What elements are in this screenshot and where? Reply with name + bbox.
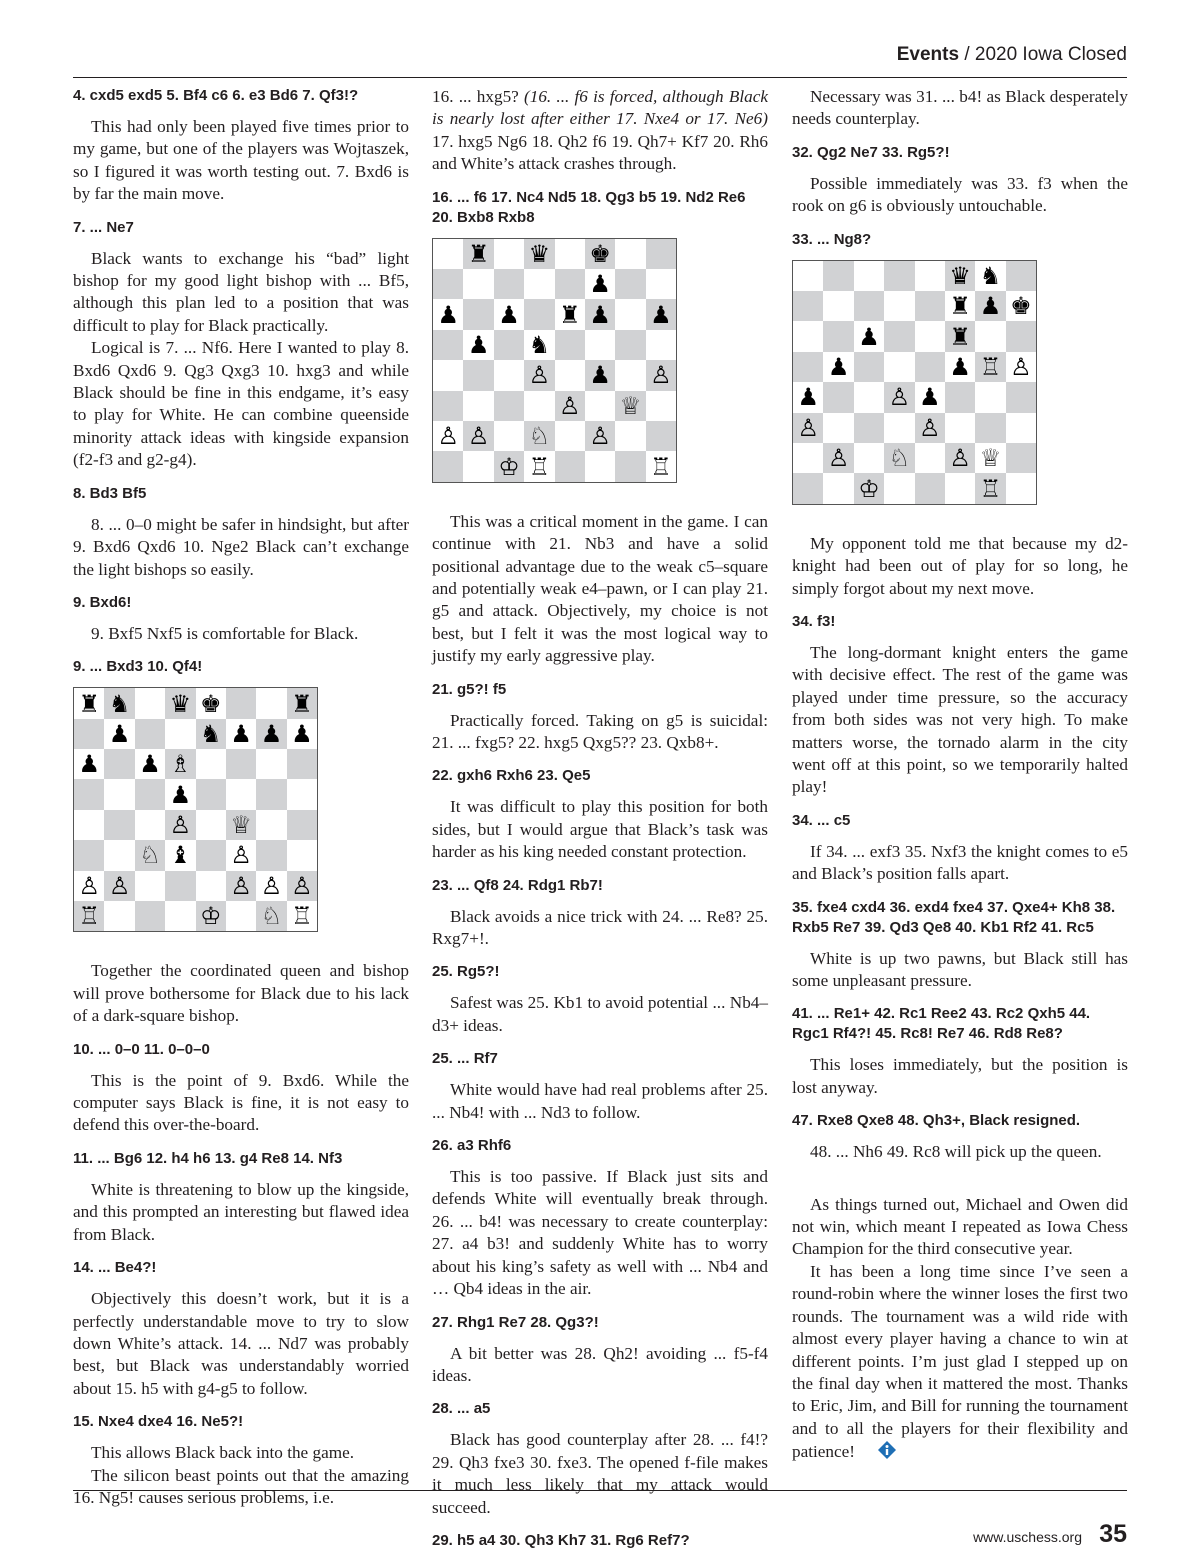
white-rook-icon: ♖ — [975, 352, 1005, 382]
move-heading: 11. ... Bg6 12. h4 h6 13. g4 Re8 14. Nf3 — [73, 1149, 343, 1167]
black-pawn-icon: ♟ — [646, 299, 676, 329]
black-pawn-icon: ♟ — [585, 360, 615, 390]
white-rook-icon: ♖ — [524, 451, 554, 481]
board-square — [226, 688, 256, 718]
black-queen-icon: ♛ — [165, 688, 195, 718]
white-pawn-icon: ♙ — [793, 413, 823, 443]
paragraph: Black avoids a nice trick with 24. ... Re8? 25. Rxg7+!. — [432, 906, 768, 949]
white-pawn-icon: ♙ — [823, 443, 853, 473]
paragraph: If 34. ... exf3 35. Nxf3 the knight comes to e5 and Black’s position falls apart. — [792, 841, 1128, 884]
move-heading: 26. a3 Rhf6 — [432, 1137, 512, 1155]
board-square — [494, 330, 524, 360]
white-pawn-icon: ♙ — [226, 871, 256, 901]
black-rook-icon: ♜ — [945, 321, 975, 351]
white-pawn-icon: ♙ — [256, 871, 286, 901]
chess-board-2 — [432, 238, 677, 483]
move-heading: 29. h5 a4 30. Qh3 Kh7 31. Rg6 Ref7? — [432, 1531, 690, 1549]
column-3 — [792, 86, 1128, 1467]
board-square — [585, 451, 615, 481]
move-heading: 22. gxh6 Rxh6 23. Qe5 — [432, 767, 591, 785]
closing-paragraph — [792, 1261, 1128, 1467]
board-square — [975, 413, 1005, 443]
white-queen-icon: ♕ — [975, 443, 1005, 473]
board-square — [135, 871, 165, 901]
board-square — [854, 291, 884, 321]
board-square — [793, 443, 823, 473]
move-heading: 47. Rxe8 Qxe8 48. Qh3+, Black resigned. — [792, 1112, 1081, 1130]
board-square — [287, 749, 317, 779]
paragraph: This is too passive. If Black just sits and defends White will eventually break through. 26. ... b4! was necessary to create counterplay: 27. a4 b3! and suddenly White has to worry about his king’s safety as well with ... Nb4 and … Qb4 ideas in the air. — [432, 1167, 768, 1299]
white-rook-icon: ♖ — [646, 451, 676, 481]
board-square — [793, 473, 823, 503]
board-square — [104, 779, 134, 809]
board-square — [226, 749, 256, 779]
black-knight-icon: ♞ — [104, 688, 134, 718]
board-square — [196, 810, 226, 840]
move-heading: 34. ... c5 — [792, 811, 851, 829]
column-2 — [432, 86, 768, 1561]
board-square — [494, 269, 524, 299]
board-square — [256, 749, 286, 779]
white-queen-icon: ♕ — [226, 810, 256, 840]
board-square — [884, 352, 914, 382]
board-square — [494, 239, 524, 269]
paragraph: This was a critical moment in the game. I can continue with 21. Nb3 and have a solid positional advantage due to the weak c5–square and potentially weak e4–pawn, or I can play 21. g5 and attack. Objectively, my choice is not best, but I felt it was the most logical way to justify my early aggressive play. — [432, 511, 768, 666]
board-square — [1006, 473, 1036, 503]
paragraph: The long-dormant knight enters the game with decisive effect. The rest of the game was played under time pressure, so the accuracy from both sides was not very high. To make matters worse, the tornado alarm in the city went off at this point, so we temporarily halted play! — [792, 642, 1128, 797]
info-diamond-icon — [859, 1440, 897, 1466]
board-square — [256, 840, 286, 870]
board-square — [555, 360, 585, 390]
black-pawn-icon: ♟ — [793, 382, 823, 412]
black-king-icon: ♚ — [1006, 291, 1036, 321]
board-square — [463, 269, 493, 299]
board-square — [884, 413, 914, 443]
board-square — [555, 239, 585, 269]
variation-text: 16. ... hxg5? — [432, 87, 524, 106]
white-pawn-icon: ♙ — [463, 421, 493, 451]
board-square — [884, 473, 914, 503]
board-square — [74, 779, 104, 809]
paragraph: White would have had real problems after 25. ... Nb4! with ... Nd3 to follow. — [432, 1080, 768, 1122]
white-bishop-icon: ♗ — [165, 749, 195, 779]
move-heading: 16. ... f6 17. Nc4 Nd5 18. Qg3 b5 19. Nd2 Re6 20. Bxb8 Rxb8 — [432, 188, 746, 226]
white-pawn-icon: ♙ — [165, 810, 195, 840]
paragraph: 48. ... Nh6 49. Rc8 will pick up the queen. — [810, 1142, 1102, 1162]
board-square — [287, 840, 317, 870]
board-square — [494, 421, 524, 451]
board-square — [915, 443, 945, 473]
move-heading: 8. Bd3 Bf5 — [73, 484, 147, 502]
black-pawn-icon: ♟ — [226, 719, 256, 749]
black-pawn-icon: ♟ — [823, 352, 853, 382]
board-square — [615, 421, 645, 451]
board-square — [524, 299, 554, 329]
white-king-icon: ♔ — [494, 451, 524, 481]
board-square — [975, 321, 1005, 351]
black-pawn-icon: ♟ — [975, 291, 1005, 321]
board-square — [945, 382, 975, 412]
board-square — [104, 901, 134, 931]
closing-text: It has been a long time since I’ve seen a round-robin where the winner loses the first two rounds. The tournament was a wild ride with almost every player having a chance to win at different points. I’m just glad I stepped up on the final day when it mattered the most. Thanks to Eric, Jim, and Bill for running the tournament and to all the players for their flexibility and patience! — [792, 1261, 1128, 1462]
board-square — [135, 810, 165, 840]
board-square — [287, 810, 317, 840]
black-pawn-icon: ♟ — [287, 719, 317, 749]
board-square — [104, 840, 134, 870]
paragraph — [432, 86, 768, 176]
white-pawn-icon: ♙ — [287, 871, 317, 901]
board-square — [165, 871, 195, 901]
board-square — [646, 391, 676, 421]
board-square — [433, 239, 463, 269]
board-square — [646, 239, 676, 269]
board-square — [555, 330, 585, 360]
board-square — [854, 261, 884, 291]
footer-url: www.uschess.org — [973, 1529, 1082, 1545]
board-square — [793, 291, 823, 321]
black-pawn-icon: ♟ — [494, 299, 524, 329]
move-heading: 27. Rhg1 Re7 28. Qg3?! — [432, 1313, 599, 1331]
board-square — [196, 871, 226, 901]
black-rook-icon: ♜ — [74, 688, 104, 718]
white-rook-icon: ♖ — [74, 901, 104, 931]
board-square — [196, 779, 226, 809]
paragraph: 8. ... 0–0 might be safer in hindsight, but after 9. Bxd6 Qxd6 10. Nge2 Black can’t exchange the light bishops so easily. — [73, 514, 409, 579]
black-queen-icon: ♛ — [524, 239, 554, 269]
paragraph: White is threatening to blow up the kingside, and this prompted an interesting but flawed idea from Black. — [73, 1179, 409, 1244]
paragraph: White is up two pawns, but Black still has some unpleasant pressure. — [792, 948, 1128, 991]
board-square — [74, 719, 104, 749]
board-square — [463, 360, 493, 390]
board-square — [615, 239, 645, 269]
white-pawn-icon: ♙ — [884, 382, 914, 412]
paragraph: Black has good counterplay after 28. ... f4!? 29. Qh3 fxe3 30. fxe3. The opened f-file makes it much less likely that my attack would succeed. — [432, 1430, 768, 1517]
white-king-icon: ♔ — [854, 473, 884, 503]
paragraph: As things turned out, Michael and Owen did not win, which meant I repeated as Iowa Chess Champion for the third consecutive year. — [792, 1194, 1128, 1259]
move-heading: 23. ... Qf8 24. Rdg1 Rb7! — [432, 876, 603, 894]
move-heading: 9. Bxd6! — [73, 593, 132, 611]
board-square — [823, 321, 853, 351]
paragraph: Black wants to exchange his “bad” light bishop for my good light bishop with ... Bf5, although this plan led to a position that was difficult to play for Black practically. — [73, 248, 409, 335]
board-square — [226, 901, 256, 931]
black-pawn-icon: ♟ — [104, 719, 134, 749]
paragraph: It was difficult to play this position for both sides, but I would argue that Black’s task was harder as his king needed constant protection. — [432, 797, 768, 862]
board-square — [945, 473, 975, 503]
move-heading: 32. Qg2 Ne7 33. Rg5?! — [792, 143, 950, 161]
black-pawn-icon: ♟ — [585, 299, 615, 329]
board-square — [74, 810, 104, 840]
board-square — [915, 321, 945, 351]
board-square — [823, 382, 853, 412]
white-rook-icon: ♖ — [287, 901, 317, 931]
board-square — [463, 391, 493, 421]
paragraph: This allows Black back into the game. — [91, 1443, 354, 1463]
white-knight-icon: ♘ — [256, 901, 286, 931]
white-knight-icon: ♘ — [135, 840, 165, 870]
board-square — [915, 473, 945, 503]
paragraph: Safest was 25. Kb1 to avoid potential ... Nb4–d3+ ideas. — [432, 993, 768, 1035]
header-section: Events — [896, 44, 960, 65]
move-heading: 14. ... Be4?! — [73, 1259, 157, 1277]
board-square — [433, 269, 463, 299]
move-heading: 10. ... 0–0 11. 0–0–0 — [73, 1040, 210, 1058]
bottom-rule — [73, 1490, 1127, 1491]
board-square — [135, 901, 165, 931]
board-square — [854, 413, 884, 443]
move-heading: 21. g5?! f5 — [432, 680, 507, 698]
white-knight-icon: ♘ — [524, 421, 554, 451]
black-pawn-icon: ♟ — [945, 352, 975, 382]
board-square — [196, 749, 226, 779]
board-square — [104, 749, 134, 779]
move-heading: 4. cxd5 exd5 5. Bf4 c6 6. e3 Bd6 7. Qf3!? — [73, 87, 359, 104]
move-heading: 25. ... Rf7 — [432, 1050, 498, 1068]
move-heading: 33. ... Ng8? — [792, 230, 872, 248]
column-1 — [73, 86, 409, 1509]
black-pawn-icon: ♟ — [256, 719, 286, 749]
board-square — [823, 473, 853, 503]
variation-text: 17. hxg5 Ng6 18. Qh2 f6 19. Qh7+ Kf7 20. Rh6 and White’s attack crashes through. — [432, 131, 768, 174]
black-pawn-icon: ♟ — [463, 330, 493, 360]
board-square — [1006, 413, 1036, 443]
board-square — [884, 261, 914, 291]
black-rook-icon: ♜ — [463, 239, 493, 269]
board-square — [615, 269, 645, 299]
white-rook-icon: ♖ — [975, 473, 1005, 503]
board-square — [646, 330, 676, 360]
white-pawn-icon: ♙ — [1006, 352, 1036, 382]
board-square — [615, 330, 645, 360]
paragraph: My opponent told me that because my d2-knight had been out of play for so long, he simply forgot about my next move. — [792, 533, 1128, 598]
board-square — [165, 719, 195, 749]
white-pawn-icon: ♙ — [555, 391, 585, 421]
board-square — [854, 352, 884, 382]
paragraph: Together the coordinated queen and bishop will prove bothersome for Black due to his lack of a dark-square bishop. — [73, 961, 409, 1026]
variation-note: (16. ... f6 is forced, although Black is nearly lost after either 17. Nxe4 or 17. Ne6) — [432, 87, 768, 129]
board-square — [226, 779, 256, 809]
board-square — [494, 391, 524, 421]
black-knight-icon: ♞ — [975, 261, 1005, 291]
black-rook-icon: ♜ — [555, 299, 585, 329]
white-pawn-icon: ♙ — [646, 360, 676, 390]
board-square — [524, 391, 554, 421]
board-square — [494, 360, 524, 390]
board-square — [555, 421, 585, 451]
white-pawn-icon: ♙ — [524, 360, 554, 390]
board-square — [1006, 321, 1036, 351]
paragraph: This had only been played five times prior to my game, but one of the players was Wojtaszek, so I figured it was worth testing out. 7. Bxd6 is by far the main move. — [73, 117, 409, 204]
board-square — [555, 451, 585, 481]
board-square — [256, 688, 286, 718]
board-square — [165, 901, 195, 931]
paragraph: Objectively this doesn’t work, but it is a perfectly understandable move to try to slow down White’s attack. 14. ... Nd7 was probably best, but Black was understandably worried about 15. h5 with g4-g5 to follow. — [73, 1289, 409, 1398]
paragraph: The silicon beast points out that the amazing 16. Ng5! causes serious problems, i.e. — [73, 1465, 409, 1507]
board-square — [615, 299, 645, 329]
board-square — [74, 840, 104, 870]
white-pawn-icon: ♙ — [433, 421, 463, 451]
board-square — [854, 443, 884, 473]
paragraph: Possible immediately was 33. f3 when the rook on g6 is obviously untouchable. — [792, 173, 1128, 216]
black-pawn-icon: ♟ — [165, 779, 195, 809]
board-square — [945, 413, 975, 443]
board-square — [823, 291, 853, 321]
board-square — [463, 299, 493, 329]
board-square — [615, 451, 645, 481]
white-knight-icon: ♘ — [884, 443, 914, 473]
board-square — [287, 779, 317, 809]
black-pawn-icon: ♟ — [433, 299, 463, 329]
black-bishop-icon: ♝ — [165, 840, 195, 870]
board-square — [135, 779, 165, 809]
white-queen-icon: ♕ — [615, 391, 645, 421]
move-heading: 25. Rg5?! — [432, 963, 500, 981]
paragraph: 9. Bxf5 Nxf5 is comfortable for Black. — [91, 623, 359, 643]
move-heading: 28. ... a5 — [432, 1400, 491, 1418]
paragraph: This loses immediately, but the position is lost anyway. — [792, 1055, 1128, 1097]
header-title: 2020 Iowa Closed — [974, 44, 1127, 65]
board-square — [433, 391, 463, 421]
board-square — [793, 321, 823, 351]
board-square — [1006, 382, 1036, 412]
board-square — [433, 360, 463, 390]
board-square — [823, 261, 853, 291]
white-pawn-icon: ♙ — [945, 443, 975, 473]
board-square — [585, 330, 615, 360]
board-square — [646, 269, 676, 299]
paragraph: Practically forced. Taking on g5 is suicidal: 21. ... fxg5? 22. hxg5 Qxg5?? 23. Qxb8+. — [432, 710, 768, 752]
black-king-icon: ♚ — [196, 688, 226, 718]
black-rook-icon: ♜ — [945, 291, 975, 321]
move-heading: 15. Nxe4 dxe4 16. Ne5?! — [73, 1413, 244, 1431]
top-rule — [73, 77, 1127, 78]
board-square — [915, 291, 945, 321]
board-square — [854, 382, 884, 412]
paragraph: This is the point of 9. Bxd6. While the computer says Black is fine, it is not easy to defend this over-the-board. — [73, 1070, 409, 1135]
board-square — [256, 779, 286, 809]
board-square — [585, 391, 615, 421]
board-square — [104, 810, 134, 840]
running-header — [897, 44, 1127, 66]
black-pawn-icon: ♟ — [915, 382, 945, 412]
header-separator: / — [959, 44, 975, 65]
spacer — [792, 1164, 1128, 1194]
chess-board-1 — [73, 687, 318, 932]
board-square — [915, 261, 945, 291]
white-pawn-icon: ♙ — [74, 871, 104, 901]
move-heading: 34. f3! — [792, 612, 836, 630]
black-knight-icon: ♞ — [196, 719, 226, 749]
white-pawn-icon: ♙ — [915, 413, 945, 443]
chess-board-3 — [792, 260, 1037, 505]
black-pawn-icon: ♟ — [585, 269, 615, 299]
board-square — [433, 330, 463, 360]
black-king-icon: ♚ — [585, 239, 615, 269]
board-square — [196, 840, 226, 870]
paragraph: Logical is 7. ... Nf6. Here I wanted to play 8. Bxd6 Qxd6 9. Qg3 Qxg3 10. hxg3 and while Black should be fine in this endgame, it’s easy to play for White. He can combine queenside minority attack ideas with kingside expansion (f2-f3 and g2-g4). — [73, 338, 409, 470]
board-square — [615, 360, 645, 390]
black-rook-icon: ♜ — [287, 688, 317, 718]
board-square — [135, 719, 165, 749]
paragraph: A bit better was 28. Qh2! avoiding ... f5-f4 ideas. — [432, 1343, 768, 1385]
board-square — [524, 269, 554, 299]
move-heading: 35. fxe4 cxd4 36. exd4 fxe4 37. Qxe4+ Kh8 38. Rxb5 Re7 39. Qd3 Qe8 40. Kb1 Rf2 41. Rc5 — [792, 898, 1116, 936]
move-heading: 41. ... Re1+ 42. Rc1 Ree2 43. Rc2 Qxh5 44. Rgc1 Rf4?! 45. Rc8! Re7 46. Rd8 Re8? — [792, 1005, 1091, 1043]
move-heading: 7. ... Ne7 — [73, 218, 134, 236]
board-square — [884, 291, 914, 321]
white-king-icon: ♔ — [196, 901, 226, 931]
board-square — [1006, 443, 1036, 473]
black-pawn-icon: ♟ — [854, 321, 884, 351]
white-pawn-icon: ♙ — [226, 840, 256, 870]
board-square — [433, 451, 463, 481]
board-square — [793, 261, 823, 291]
board-square — [463, 451, 493, 481]
board-square — [915, 352, 945, 382]
board-square — [823, 413, 853, 443]
black-queen-icon: ♛ — [945, 261, 975, 291]
board-square — [555, 269, 585, 299]
board-square — [793, 352, 823, 382]
white-pawn-icon: ♙ — [104, 871, 134, 901]
board-square — [975, 382, 1005, 412]
board-square — [1006, 261, 1036, 291]
move-heading: 9. ... Bxd3 10. Qf4! — [73, 658, 203, 676]
black-pawn-icon: ♟ — [74, 749, 104, 779]
board-square — [884, 321, 914, 351]
black-knight-icon: ♞ — [524, 330, 554, 360]
board-square — [135, 688, 165, 718]
paragraph: Necessary was 31. ... b4! as Black desperately needs counterplay. — [792, 87, 1128, 129]
white-pawn-icon: ♙ — [585, 421, 615, 451]
board-square — [646, 421, 676, 451]
board-square — [256, 810, 286, 840]
page-number: 35 — [1099, 1520, 1127, 1548]
black-pawn-icon: ♟ — [135, 749, 165, 779]
